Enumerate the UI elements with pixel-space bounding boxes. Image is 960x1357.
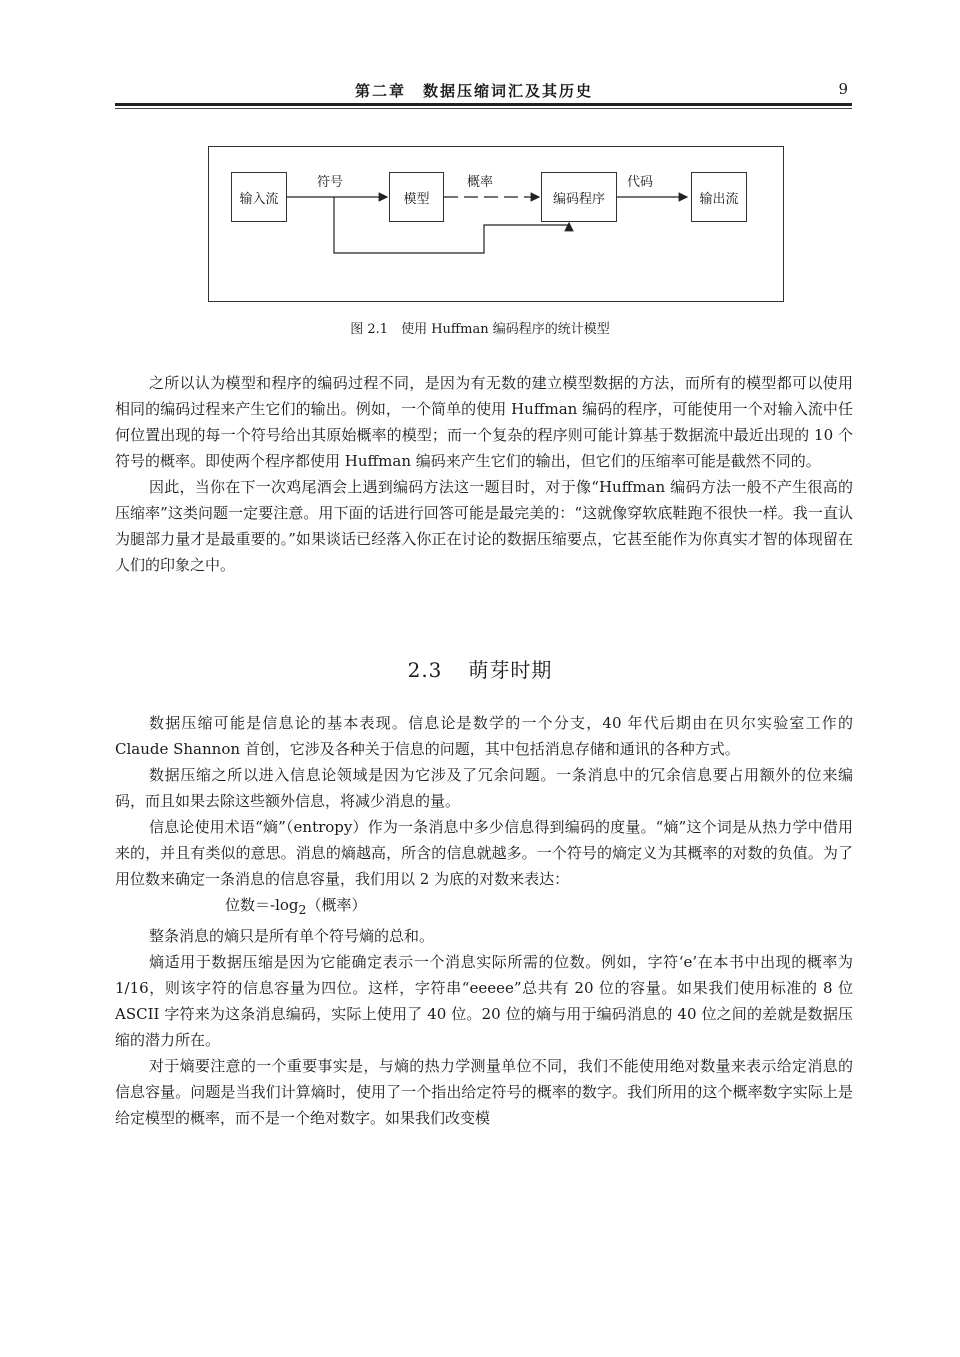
paragraph: 整条消息的熵只是所有单个符号熵的总和。 (149, 927, 435, 945)
section-heading (0, 654, 960, 683)
formula-lhs: 位数＝-log (225, 896, 299, 914)
node-input-stream: 输入流 (231, 172, 287, 222)
paragraph: 因此，当你在下一次鸡尾酒会上遇到编码方法这一题目时，对于像“Huffman 编码方法一般不产生很高的压缩率”这类问题一定要注意。用下面的话进行回答可能是最完美的：“这就像穿软底鞋跑不很快一样。我一直认为腿部力量才是最重要的。”如果谈话已经落入你正在讨论的数据压缩要点，它甚至能作为你真实才智的体现留在人们的印象之中。 (115, 478, 853, 574)
paragraph: 之所以认为模型和程序的编码过程不同，是因为有无数的建立模型数据的方法，而所有的模型都可以使用相同的编码过程来产生它们的输出。例如，一个简单的使用 Huffman 编码的程序，可能使用一个对输入流中任何位置出现的每一个符号给出其原始概率的模型；而一个复杂的程序则可能计算基于数据流中最近出现的 10 个符号的概率。即使两个程序都使用 Huffman 编码来产生它们的输出，但它们的压缩率可能是截然不同的。 (115, 374, 853, 470)
entropy-formula (115, 892, 853, 923)
section-number: 2.3 (407, 658, 443, 682)
header-rule-thin (115, 108, 852, 109)
header-rule (115, 103, 852, 106)
figure-caption: 图 2.1 使用 Huffman 编码程序的统计模型 (350, 322, 610, 337)
chapter-title: 第二章 数据压缩词汇及其历史 (355, 82, 594, 100)
formula-rhs: （概率） (306, 896, 367, 914)
node-output-stream: 输出流 (691, 172, 747, 222)
arrow-bypass-symbols (334, 197, 569, 253)
paragraph: 信息论使用术语“熵”（entropy）作为一条消息中多少信息得到编码的度量。“熵”这个词是从热力学中借用来的，并且有类似的意思。消息的熵越高，所含的信息就越多。一个符号的熵定义为其概率的对数的负值。为了用位数来确定一条消息的信息容量，我们用以 2 为底的对数来表达： (115, 818, 853, 888)
body-block-section (115, 710, 853, 1131)
formula-log-base: 2 (298, 902, 307, 917)
node-model: 模型 (389, 172, 444, 222)
body-block-top (115, 370, 853, 578)
paragraph: 熵适用于数据压缩是因为它能确定表示一个消息实际所需的位数。例如，字符‘e’在本书中出现的概率为 1/16，则该字符的信息容量为四位。这样，字符串“eeeee”总共有 20 位的容量。如果我们使用标准的 8 位 ASCII 字符来为这条消息编码，实际上使用了 40 位。20 位的熵与用于编码消息的 40 位之间的差就是数据压缩的潜力所在。 (115, 953, 853, 1049)
figure-2-1-diagram (208, 146, 784, 302)
node-encoder: 编码程序 (541, 172, 617, 222)
edge-label-probabilities: 概率 (467, 175, 494, 190)
section-title: 萌芽时期 (468, 658, 553, 682)
paragraph: 对于熵要注意的一个重要事实是，与熵的热力学测量单位不同，我们不能使用绝对数量来表示给定消息的信息容量。问题是当我们计算熵时，使用了一个指出给定符号的概率的数字。我们所用的这个概率数字实际上是给定模型的概率，而不是一个绝对数字。如果我们改变模 (115, 1057, 853, 1127)
diagram-arrows (209, 147, 785, 303)
paragraph: 数据压缩可能是信息论的基本表现。信息论是数学的一个分支，40 年代后期由在贝尔实验室工作的 Claude Shannon 首创，它涉及各种关于信息的问题，其中包括消息存储和通讯的各种方式。 (115, 714, 853, 758)
edge-label-codes: 代码 (627, 175, 654, 190)
page-number: 9 (838, 80, 848, 98)
running-header (115, 74, 850, 102)
paragraph: 数据压缩之所以进入信息论领域是因为它涉及了冗余问题。一条消息中的冗余信息要占用额外的位来编码，而且如果去除这些额外信息，将减少消息的量。 (115, 766, 853, 810)
edge-label-symbols: 符号 (317, 175, 344, 190)
